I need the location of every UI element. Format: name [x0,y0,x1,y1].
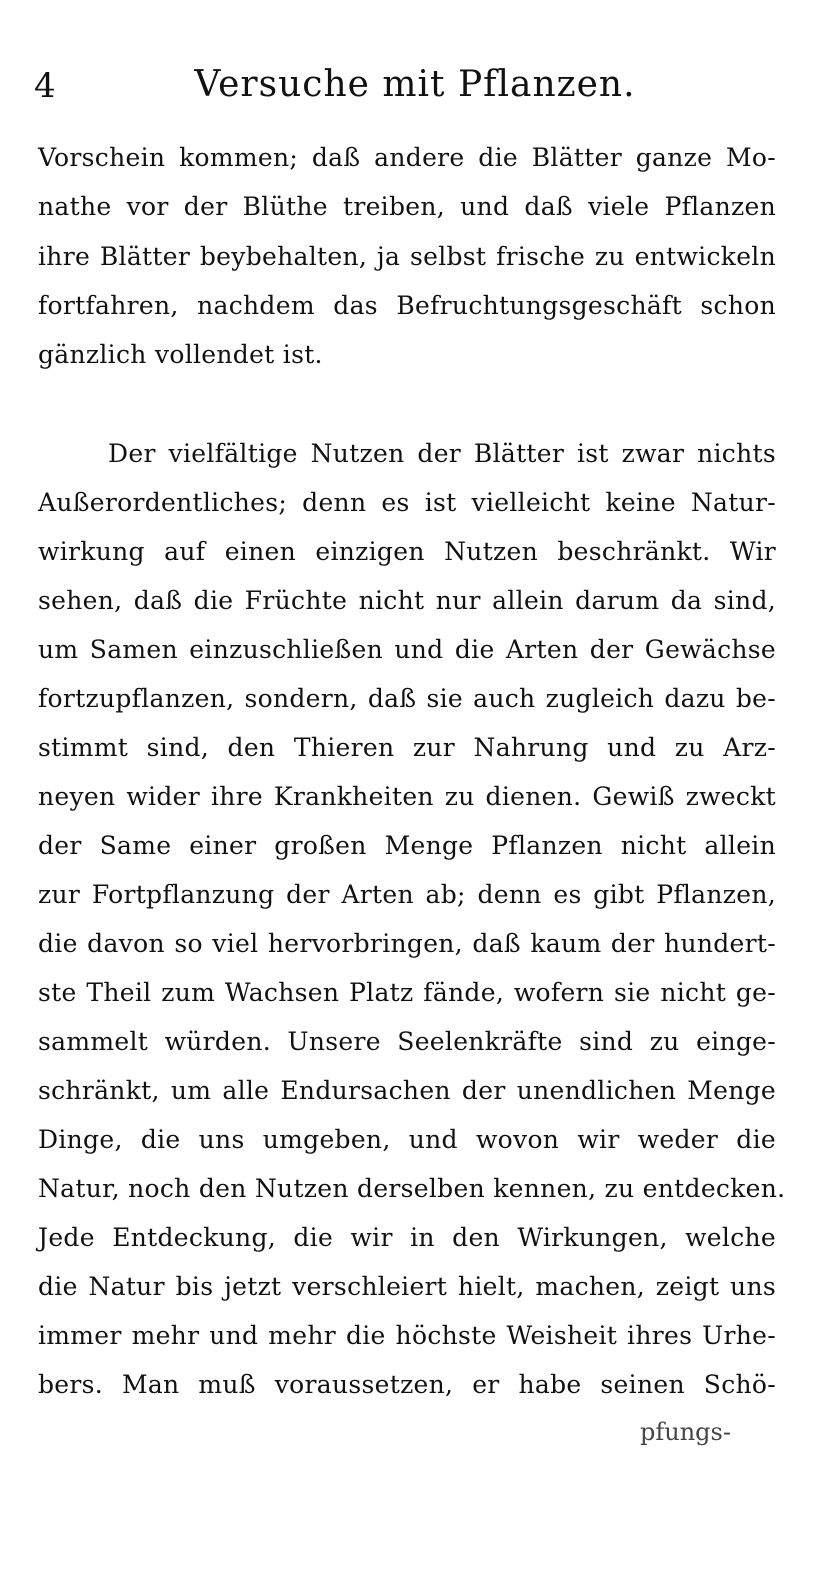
text-line: Dinge, die uns umgeben, und wovon wir weder die [38,1125,776,1154]
text-line: immer mehr und mehr die höchste Weisheit ihres Urhe- [38,1321,776,1350]
text-line: um Samen einzuschließen und die Arten der Gewächse [38,635,776,664]
text-line: neyen wider ihre Krankheiten zu dienen. Gewiß zweckt [38,782,776,811]
text-line: fortzupflanzen, sondern, daß sie auch zugleich dazu be- [38,684,776,713]
text-line: stimmt sind, den Thieren zur Nahrung und zu Arz- [38,733,776,762]
text-line: bers. Man muß voraussetzen, er habe seinen Schö- [38,1370,776,1399]
text-line: Jede Entdeckung, die wir in den Wirkungen, welche [38,1223,776,1252]
running-title: Versuche mit Pflanzen. [194,64,636,105]
page-number: 4 [34,66,56,106]
text-line: Der vielfältige Nutzen der Blätter ist zwar nichts [108,439,776,468]
text-line: wirkung auf einen einzigen Nutzen beschränkt. Wir [38,537,776,566]
text-line: ste Theil zum Wachsen Platz fände, wofern sie nicht ge- [38,978,776,1007]
text-line: Außerordentliches; denn es ist vielleicht keine Natur- [38,488,776,517]
catchword: pfungs- [640,1418,731,1446]
text-line: ihre Blätter beybehalten, ja selbst frische zu entwickeln [38,242,776,271]
text-line: zur Fortpflanzung der Arten ab; denn es gibt Pflanzen, [38,880,776,909]
text-line: die Natur bis jetzt verschleiert hielt, machen, zeigt uns [38,1272,776,1301]
text-line: fortfahren, nachdem das Befruchtungsgeschäft schon [38,291,776,320]
text-line: Vorschein kommen; daß andere die Blätter ganze Mo- [38,143,776,172]
text-line: schränkt, um alle Endursachen der unendlichen Menge [38,1076,776,1105]
text-line: die davon so viel hervorbringen, daß kaum der hundert- [38,929,776,958]
text-line: nathe vor der Blüthe treiben, und daß viele Pflanzen [38,192,776,221]
text-line: Natur, noch den Nutzen derselben kennen, zu entdecken. [38,1174,786,1203]
text-line: der Same einer großen Menge Pflanzen nicht allein [38,831,776,860]
text-line: sehen, daß die Früchte nicht nur allein darum da sind, [38,586,776,615]
text-line: sammelt würden. Unsere Seelenkräfte sind zu einge- [38,1027,776,1056]
text-line: gänzlich vollendet ist. [38,340,323,369]
